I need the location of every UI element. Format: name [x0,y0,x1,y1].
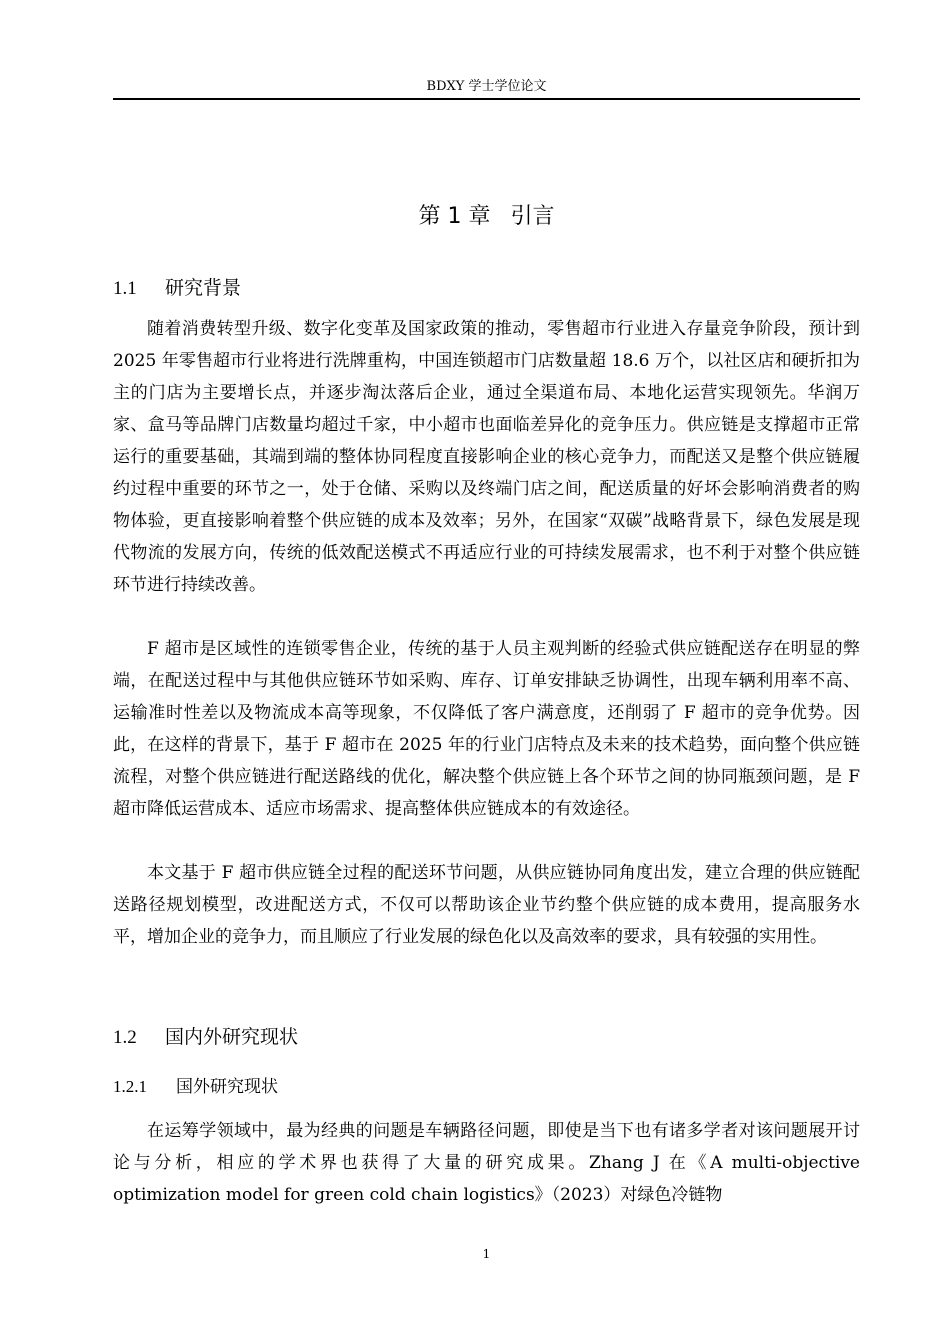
body-paragraph: 在运筹学领域中，最为经典的问题是车辆路径问题，即使是当下也有诸多学者对该问题展开讨论与分析，相应的学术界也获得了大量的研究成果。Zhang J 在《A multi-objective optimization model for green cold chain logistics》（2023）对绿色冷链物 [113,1121,860,1205]
section-heading-1-1 [113,273,241,304]
chapter-title-text: 引言 [510,204,555,229]
page-number: 1 [482,1247,491,1261]
chapter-number: 第 1 章 [418,204,491,229]
section-number: 1.2 [113,1027,137,1048]
body-paragraph: 随着消费转型升级、数字化变革及国家政策的推动，零售超市行业进入存量竞争阶段，预计到 2025 年零售超市行业将进行洗牌重构，中国连锁超市门店数量超 18.6 万个，以社区店和硬折扣为主的门店为主要增长点，并逐步淘汰落后企业，通过全渠道布局、本地化运营实现领先。华润万家、盒马等品牌门店数量均超过千家，中小超市也面临差异化的竞争压力。供应链是支撑超市正常运行的重要基础，其端到端的整体协同程度直接影响企业的核心竞争力，而配送又是整个供应链履约过程中重要的环节之一，处于仓储、采购以及终端门店之间，配送质量的好坏会影响消费者的购物体验，更直接影响着整个供应链的成本及效率；另外，在国家“双碳”战略背景下，绿色发展是现代物流的发展方向，传统的低效配送模式不再适应行业的可持续发展需求，也不利于对整个供应链环节进行持续改善。 [113,319,860,595]
section-title: 研究背景 [165,277,242,299]
running-header: BDXY 学士学位论文 [113,76,860,100]
body-paragraph: 本文基于 F 超市供应链全过程的配送环节问题，从供应链协同角度出发，建立合理的供应链配送路径规划模型，改进配送方式，不仅可以帮助该企业节约整个供应链的成本费用，提高服务水平，增加企业的竞争力，而且顺应了行业发展的绿色化以及高效率的要求，具有较强的实用性。 [113,863,860,947]
section-title: 国内外研究现状 [165,1026,299,1048]
subsection-heading-1-2-1 [113,1073,278,1101]
body-paragraph: F 超市是区域性的连锁零售企业，传统的基于人员主观判断的经验式供应链配送存在明显的弊端，在配送过程中与其他供应链环节如采购、库存、订单安排缺乏协调性，出现车辆利用率不高、运输准时性差以及物流成本高等现象，不仅降低了客户满意度，还削弱了 F 超市的竞争优势。因此，在这样的背景下，基于 F 超市在 2025 年的行业门店特点及未来的技术趋势，面向整个供应链流程，对整个供应链进行配送路线的优化，解决整个供应链上各个环节之间的协同瓶颈问题，是 F 超市降低运营成本、适应市场需求、提高整体供应链成本的有效途径。 [113,639,860,819]
chapter-title [113,200,860,234]
subsection-number: 1.2.1 [113,1077,147,1096]
subsection-title: 国外研究现状 [176,1077,278,1097]
section-heading-1-2 [113,1022,298,1053]
section-number: 1.1 [113,278,137,299]
